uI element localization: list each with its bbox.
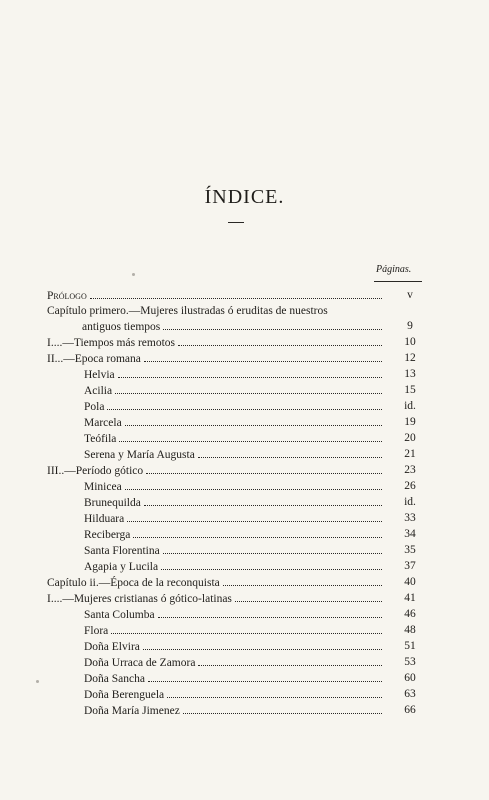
entry-page: 53	[404, 656, 416, 668]
entry-page: 33	[404, 512, 416, 524]
entry-label: Brunequilda	[84, 497, 141, 509]
dot-leader	[146, 464, 382, 474]
entry-label: Capítulo ii.—Época de la reconquista	[47, 577, 220, 589]
entry-page: 10	[404, 336, 416, 348]
entry-label: Doña Urraca de Zamora	[84, 657, 196, 669]
entry-label: antiguos tiempos	[82, 321, 161, 333]
entry-page: 60	[404, 672, 416, 684]
entry-page: 13	[404, 368, 416, 380]
entry-label: Marcela	[84, 417, 122, 429]
toc-entry	[47, 464, 416, 480]
dot-leader	[158, 608, 382, 618]
entry-label: Hilduara	[84, 513, 125, 525]
toc-entry	[84, 416, 416, 432]
entry-page: 19	[404, 416, 416, 428]
dot-leader	[198, 448, 382, 458]
dot-leader	[163, 544, 382, 554]
entry-label: Helvia	[84, 369, 115, 381]
dot-leader	[133, 528, 382, 538]
toc-entry	[84, 480, 416, 496]
entry-page: 34	[404, 528, 416, 540]
entry-page: 63	[404, 688, 416, 700]
dot-leader	[198, 656, 382, 666]
entry-label: I....—Mujeres cristianas ó gótico-latinas	[47, 593, 232, 605]
entry-label: Doña Berenguela	[84, 689, 165, 701]
entry-label: Doña Elvira	[84, 641, 140, 653]
toc-entry	[84, 400, 416, 416]
toc-entry	[84, 448, 416, 464]
toc-entry	[84, 608, 416, 624]
entry-label: III..—Período gótico	[47, 465, 144, 477]
entry-label: Capítulo primero.—Mujeres ilustradas ó eruditas de nuestros	[47, 305, 328, 317]
dot-leader	[144, 496, 382, 506]
dot-leader	[111, 624, 382, 634]
entry-page: 48	[404, 624, 416, 636]
entry-label: Flora	[84, 625, 109, 637]
entry-page: 35	[404, 544, 416, 556]
entry-label: Santa Columba	[84, 609, 155, 621]
entry-page: id.	[404, 400, 416, 412]
toc-entry	[47, 352, 416, 368]
dot-leader	[143, 640, 382, 650]
toc-entry	[47, 305, 387, 321]
entry-label: Serena y María Augusta	[84, 449, 195, 461]
toc-entry	[47, 289, 413, 305]
entry-page: 51	[404, 640, 416, 652]
toc-entry	[47, 592, 416, 608]
dot-leader	[118, 368, 382, 378]
entry-label: Acilia	[84, 385, 113, 397]
toc-entry	[84, 656, 416, 672]
toc-entry	[47, 576, 416, 592]
toc-entry	[84, 624, 416, 640]
dot-leader	[148, 672, 382, 682]
dot-leader	[167, 688, 382, 698]
entry-page: 41	[404, 592, 416, 604]
entry-page: 15	[404, 384, 416, 396]
entry-page: 20	[404, 432, 416, 444]
toc-entry	[84, 368, 416, 384]
dot-leader	[178, 336, 382, 346]
entry-label: I....—Tiempos más remotos	[47, 337, 175, 349]
entry-page: 46	[404, 608, 416, 620]
entry-page: 37	[404, 560, 416, 572]
dot-leader	[235, 592, 382, 602]
entry-page: 40	[404, 576, 416, 588]
toc-entry	[84, 688, 416, 704]
toc-entry	[84, 432, 416, 448]
dot-leader	[119, 432, 382, 442]
dot-leader	[125, 416, 382, 426]
pages-column-header: Páginas.	[376, 264, 412, 275]
entry-page: id.	[404, 496, 416, 508]
entry-label: Doña María Jimenez	[84, 705, 180, 717]
dot-leader	[125, 480, 382, 490]
entry-label: Pola	[84, 401, 105, 413]
entry-label: Prólogo	[47, 290, 87, 302]
entry-label: Agapia y Lucila	[84, 561, 159, 573]
entry-page: v	[407, 289, 413, 301]
toc-entry	[84, 560, 416, 576]
dot-leader	[90, 289, 382, 299]
dot-leader	[115, 384, 382, 394]
toc-entry	[84, 512, 416, 528]
entry-page: 21	[404, 448, 416, 460]
entry-page: 12	[404, 352, 416, 364]
entry-label: Doña Sancha	[84, 673, 145, 685]
toc-entry	[84, 544, 416, 560]
dot-leader	[127, 512, 382, 522]
entry-page: 26	[404, 480, 416, 492]
toc-entry	[84, 528, 416, 544]
dot-leader	[161, 560, 382, 570]
paper-speck	[132, 273, 135, 276]
paper-speck	[36, 680, 39, 683]
toc-entry	[84, 384, 416, 400]
dot-leader	[163, 320, 382, 330]
entry-label: Santa Florentina	[84, 545, 160, 557]
toc-entry	[84, 672, 416, 688]
entry-page: 66	[404, 704, 416, 716]
dot-leader	[144, 352, 382, 362]
toc-entry	[84, 496, 416, 512]
entry-label: Teófila	[84, 433, 117, 445]
entry-page: 9	[407, 320, 413, 332]
page-title: ÍNDICE.	[204, 186, 285, 208]
entry-label: Minicea	[84, 481, 122, 493]
entry-page: 23	[404, 464, 416, 476]
toc-entry	[82, 320, 413, 336]
entry-label: Reciberga	[84, 529, 131, 541]
dot-leader	[223, 576, 382, 586]
toc-entry	[84, 640, 416, 656]
dot-leader	[107, 400, 382, 410]
toc-entry	[84, 704, 416, 720]
entry-label: II...—Epoca romana	[47, 353, 141, 365]
dot-leader	[183, 704, 382, 714]
toc-entry	[47, 336, 416, 352]
